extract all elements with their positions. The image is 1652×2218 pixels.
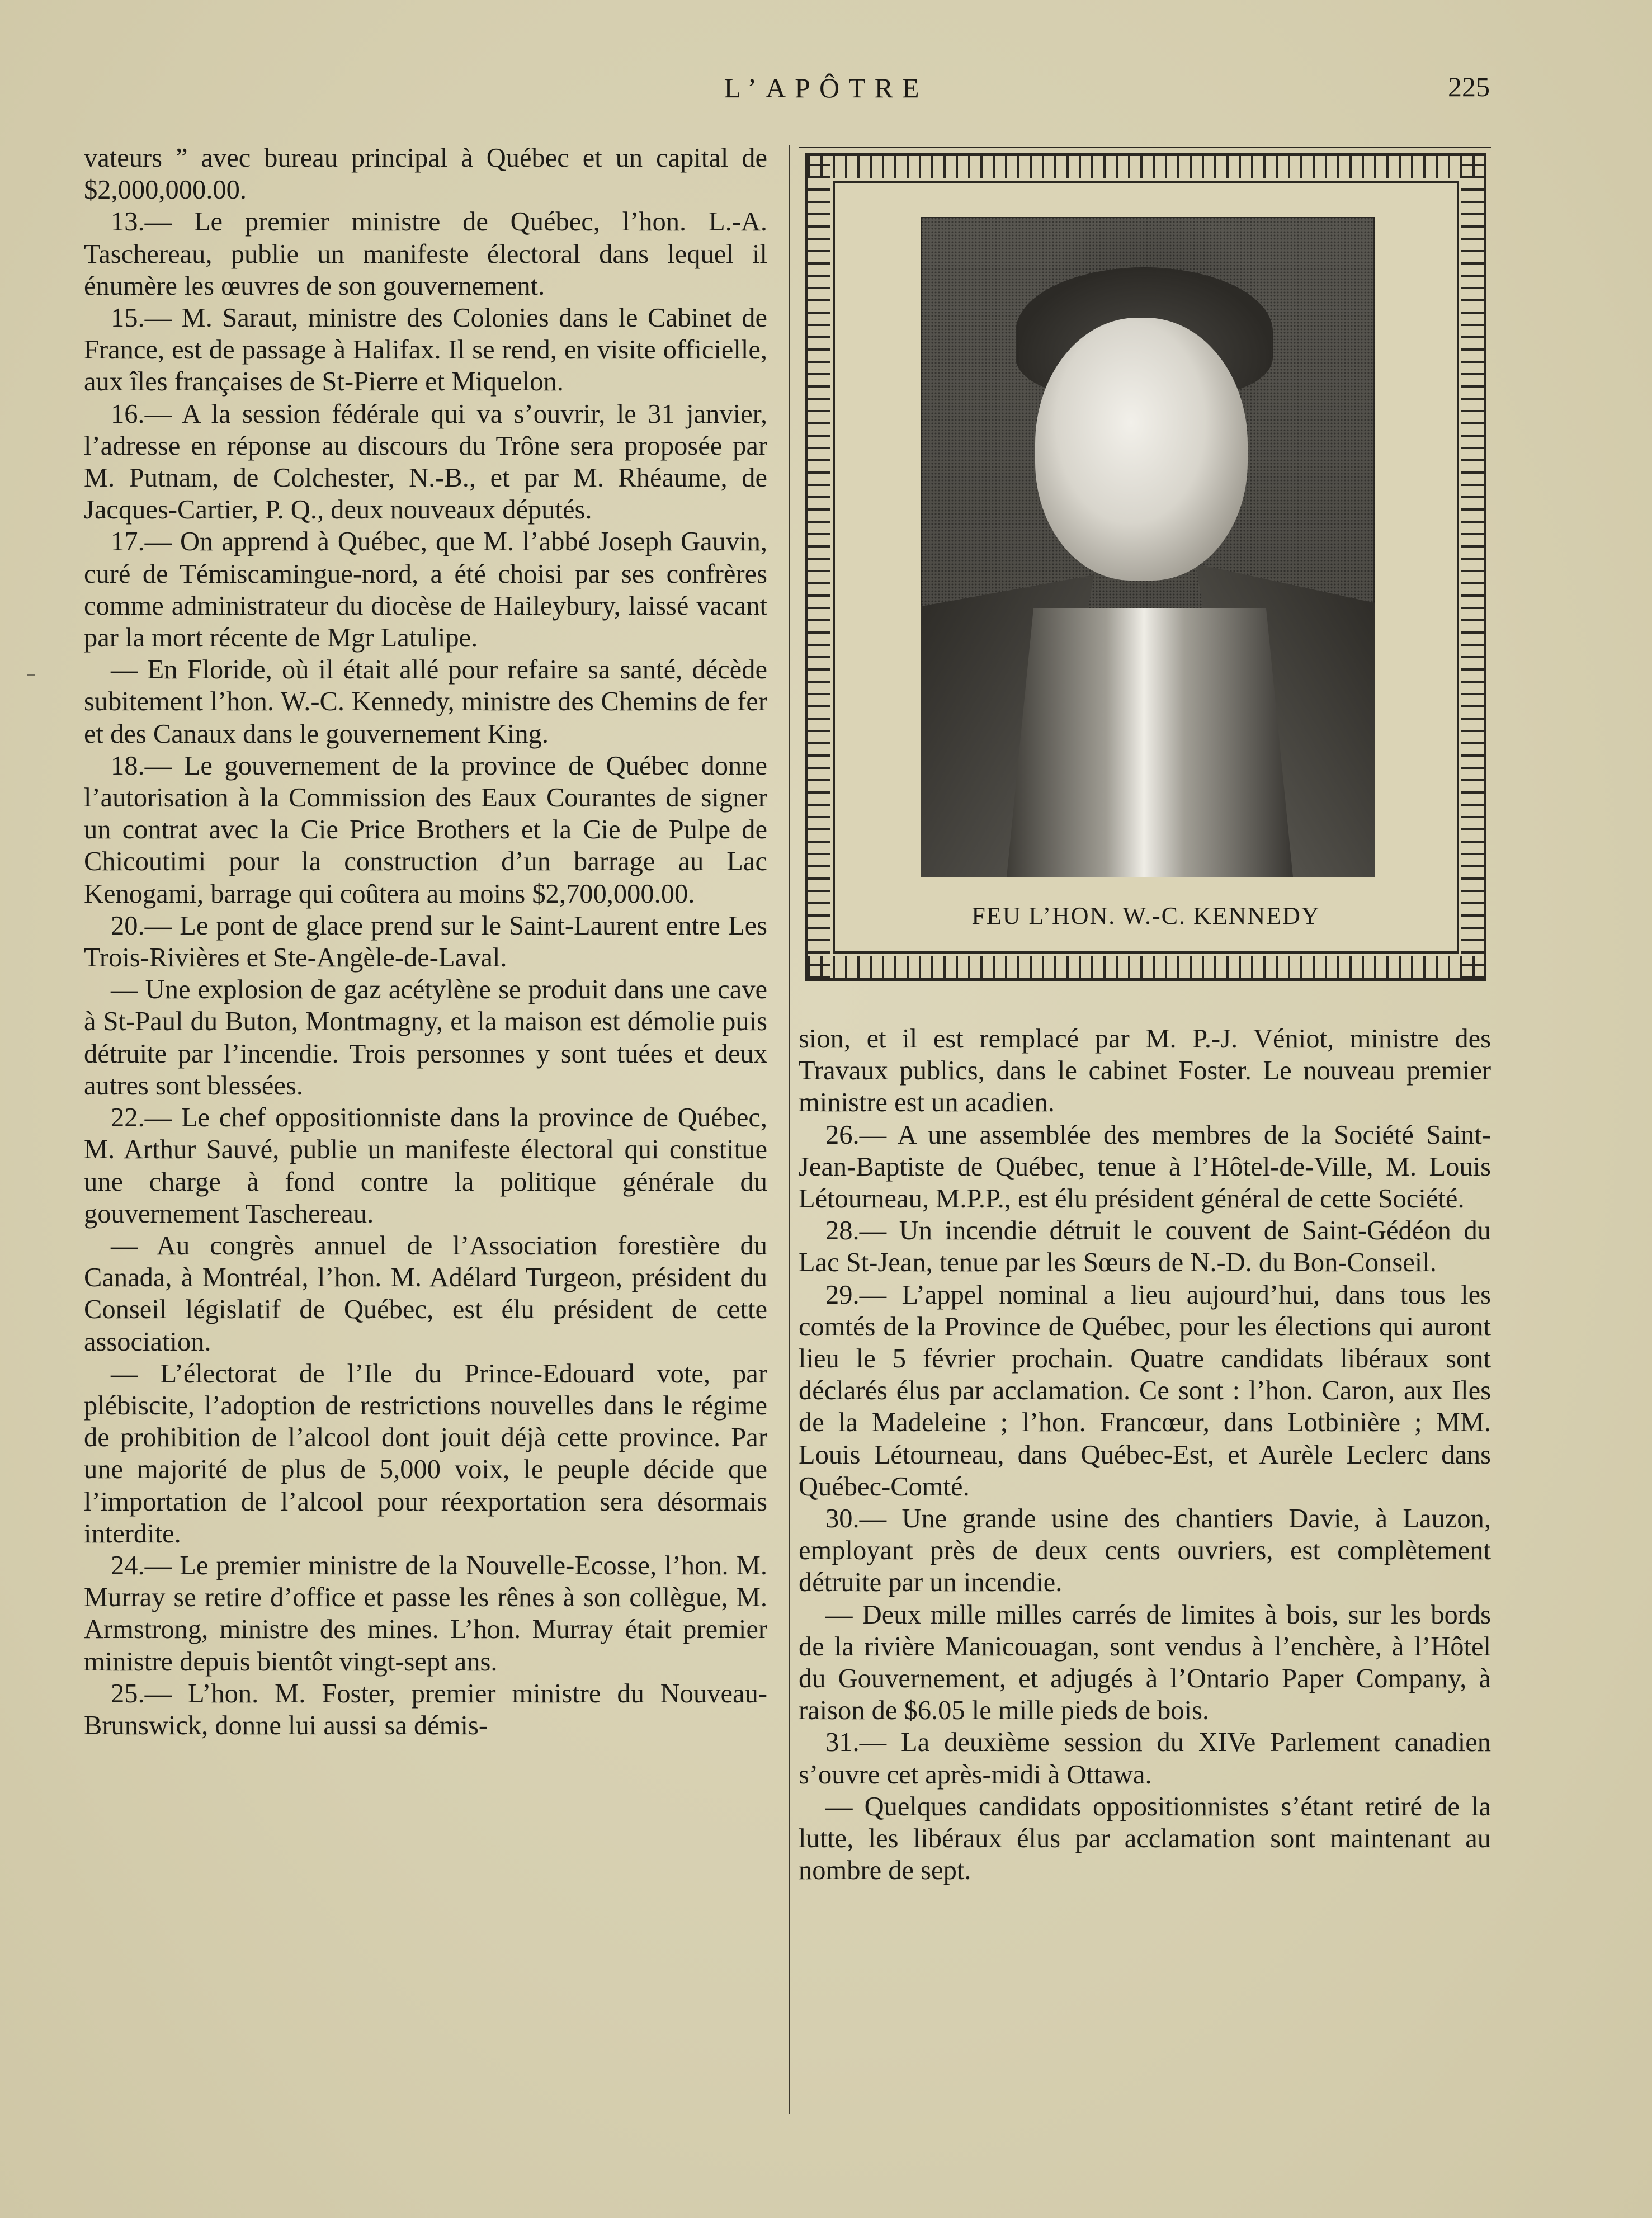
paragraph: 30.— Une grande usine des chantiers Davie, à Lauzon, employant près de deux cents ouvriers, est complètement détruite par un incendie. <box>799 1504 1491 1598</box>
paragraph: 22.— Le chef oppositionniste dans la province de Québec, M. Arthur Sauvé, publie un manifeste électoral qui constitue une charge à fond contre la politique générale du gouvernement Taschereau. <box>84 1103 767 1229</box>
paragraph: 26.— A une assemblée des membres de la Société Saint-Jean-Baptiste de Québec, tenue à l’Hôtel-de-Ville, M. Louis Létourneau, M.P.P., est élu président général de cette Société. <box>799 1120 1491 1214</box>
portrait-photo <box>921 217 1375 877</box>
portrait-face <box>1035 318 1248 581</box>
margin-mark <box>27 674 35 676</box>
left-column <box>84 142 767 1742</box>
portrait-caption: FEU L’HON. W.-C. KENNEDY <box>971 902 1320 929</box>
paragraph: 29.— L’appel nominal a lieu aujourd’hui, dans tous les comtés de la Province de Québec, pour les élections qui auront lieu le 5 février prochain. Quatre candidats libéraux sont déclarés élus par acclamation. Ce sont : l’hon. Caron, aux Iles de la Madeleine ; l’hon. Francœur, dans Lotbinière ; MM. Louis Létourneau, dans Québec-Est, et Aurèle Leclerc dans Québec-Comté. <box>799 1280 1491 1502</box>
paragraph: 28.— Un incendie détruit le couvent de Saint-Gédéon du Lac St-Jean, tenue par les Sœurs de N.-D. du Bon-Conseil. <box>799 1216 1491 1278</box>
paragraph: vateurs ” avec bureau principal à Québec et un capital de $2,000,000.00. <box>84 143 767 205</box>
paragraph: 17.— On apprend à Québec, que M. l’abbé Joseph Gauvin, curé de Témiscamingue-nord, a été choisi par ses confrères comme administrateur du diocèse de Haileybury, laissé vacant par la mort récente de Mgr Latulipe. <box>84 527 767 653</box>
paragraph: 13.— Le premier ministre de Québec, l’hon. L.-A. Taschereau, publie un manifeste électoral dans lequel il énumère les œuvres de son gouvernement. <box>84 207 767 301</box>
paragraph: 16.— A la session fédérale qui va s’ouvrir, le 31 janvier, l’adresse en réponse au discours du Trône sera proposée par M. Putnam, de Colchester, N.-B., et par M. Rhéaume, de Jacques-Cartier, P. Q., deux nouveaux députés. <box>84 399 767 525</box>
paragraph: — Au congrès annuel de l’Association forestière du Canada, à Montréal, l’hon. M. Adélard Turgeon, président du Conseil législatif de Québec, est élu président de cette association. <box>84 1230 767 1357</box>
figure-top-rule <box>799 147 1491 148</box>
column-divider <box>789 145 790 2114</box>
paragraph: — L’électorat de l’Ile du Prince-Edouard vote, par plébiscite, l’adoption de restrictions nouvelles dans le régime de prohibition de l’alcool dont jouit déjà cette province. Par une majorité de plus de 5,000 voix, le peuple décide que l’importation de l’alcool pour réexportation sera désormais interdite. <box>84 1358 767 1549</box>
running-header: L’APÔTRE <box>724 72 928 103</box>
paragraph: 20.— Le pont de glace prend sur le Saint-Laurent entre Les Trois-Rivières et Ste-Angèle-de-Laval. <box>84 910 767 973</box>
page-number: 225 <box>1448 71 1490 102</box>
paragraph: 31.— La deuxième session du XIVe Parlement canadien s’ouvre cet après-midi à Ottawa. <box>799 1728 1491 1790</box>
paragraph: — Une explosion de gaz acétylène se produit dans une cave à St-Paul du Buton, Montmagny, et la maison est démolie puis détruite par l’incendie. Trois personnes y sont tuées et deux autres sont blessées. <box>84 975 767 1101</box>
paragraph: — Quelques candidats oppositionnistes s’étant retiré de la lutte, les libéraux élus par acclamation sont maintenant au nombre de sept. <box>799 1791 1491 1886</box>
paragraph: sion, et il est remplacé par M. P.-J. Véniot, ministre des Travaux publics, dans le cabinet Foster. Le nouveau premier ministre est un acadien. <box>799 1024 1491 1118</box>
paragraph: 25.— L’hon. M. Foster, premier ministre du Nouveau-Brunswick, donne lui aussi sa démis- <box>84 1678 767 1740</box>
right-column <box>799 1023 1491 1886</box>
paragraph: — Deux mille milles carrés de limites à bois, sur les bords de la rivière Manicouagan, sont vendus à l’enchère, à l’Hôtel du Gouvernement, et adjugés à l’Ontario Paper Company, à raison de $6.05 le mille pieds de bois. <box>799 1599 1491 1726</box>
paragraph: — En Floride, où il était allé pour refaire sa santé, décède subitement l’hon. W.-C. Kennedy, ministre des Chemins de fer et des Canaux dans le gouvernement King. <box>84 655 767 749</box>
paragraph: 18.— Le gouvernement de la province de Québec donne l’autorisation à la Commission des Eaux Courantes de signer un contrat avec la Cie Price Brothers et la Cie de Pulpe de Chicoutimi pour la construction d’un barrage au Lac Kenogami, barrage qui coûtera au moins $2,700,000.00. <box>84 751 767 909</box>
paragraph: 15.— M. Saraut, ministre des Colonies dans le Cabinet de France, est de passage à Halifax. Il se rend, en visite officielle, aux îles françaises de St-Pierre et Miquelon. <box>84 303 767 397</box>
portrait-collar <box>1004 608 1295 877</box>
paragraph: 24.— Le premier ministre de la Nouvelle-Ecosse, l’hon. M. Murray se retire d’office et passe les rênes à son collègue, M. Armstrong, ministre des mines. L’hon. Murray était premier ministre depuis bientôt vingt-sept ans. <box>84 1550 767 1677</box>
